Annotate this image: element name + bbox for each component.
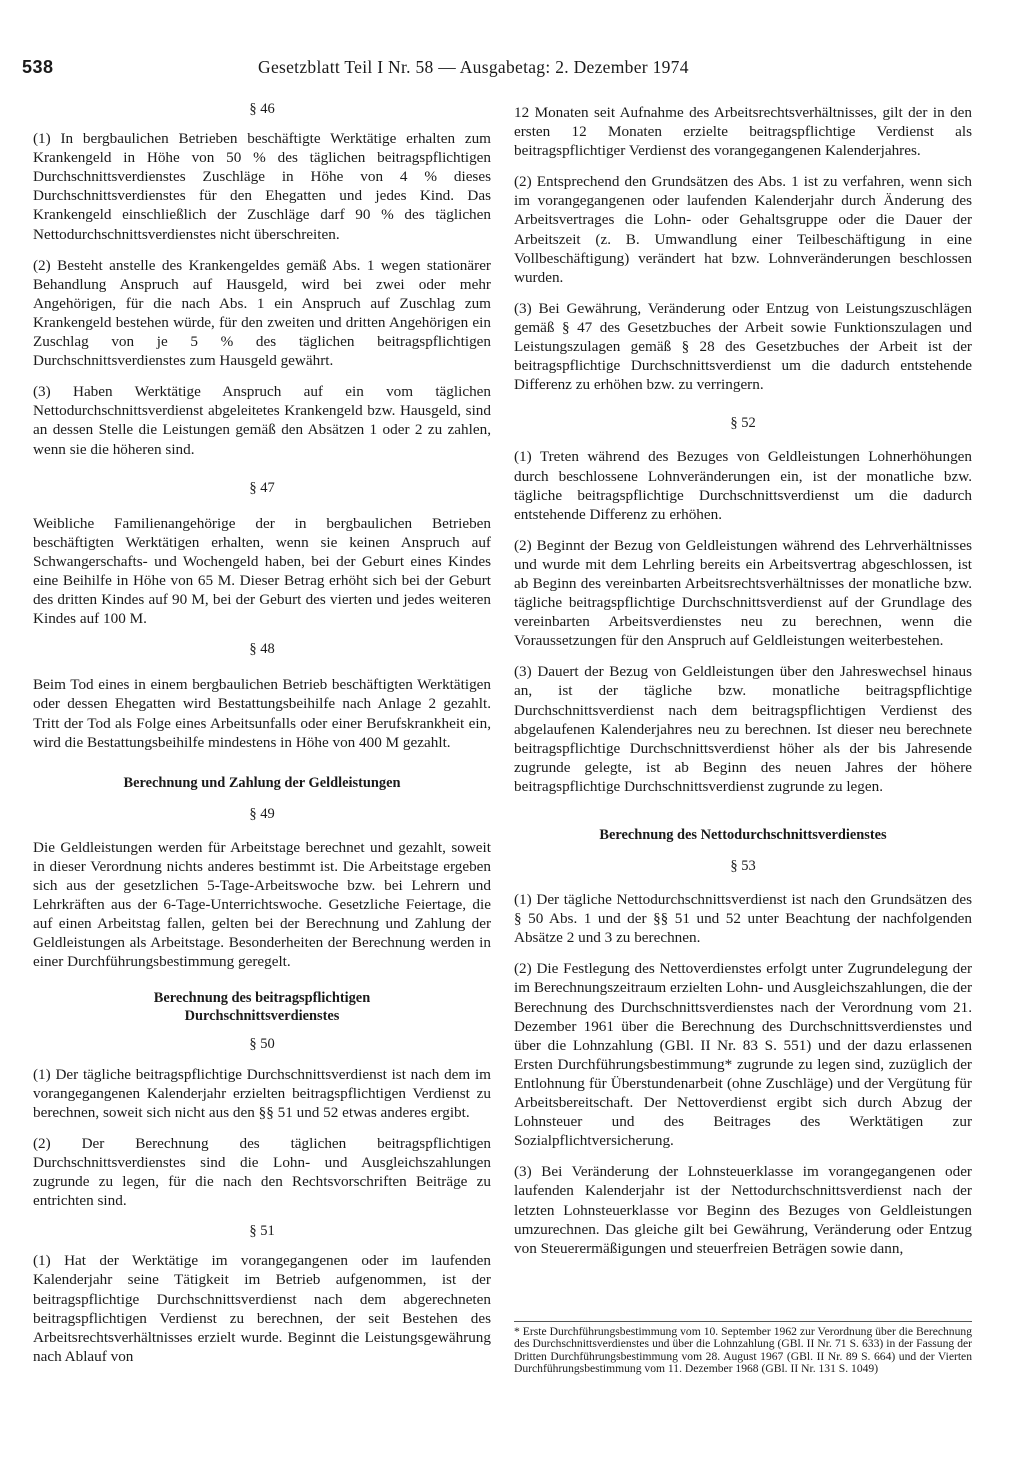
section-51-paragraph-3: (3) Bei Gewährung, Veränderung oder Entzug von Leistungszuschlägen gemäß § 47 des Gesetzbuches der Arbeit sowie Funktionszulagen und Leistungszulagen gemäß § 28 des Gesetzbuches der Arbeit ist der beitragspflichtige Durchschnittsverdienst um die dadurch entstehende Differenz zu erhöhen bzw. zu verringern. xyxy=(514,299,972,394)
left-column xyxy=(33,100,491,1378)
section-49-title: § 49 xyxy=(249,805,275,822)
heading-berechnung-zahlung: Berechnung und Zahlung der Geldleistungen xyxy=(123,774,401,791)
section-53-title: § 53 xyxy=(730,858,756,874)
section-50-paragraph-1: (1) Der tägliche beitragspflichtige Durchschnittsverdienst ist nach dem im vorangegangenen Kalenderjahr erzielten beitragspflichtigen Verdienst zu berechnen, soweit sich nicht aus den §§ 51 und 52 etwas anderes ergibt. xyxy=(33,1065,491,1121)
heading-beitragspflichtig xyxy=(33,989,491,1025)
section-51-title: § 51 xyxy=(249,1223,275,1240)
section-46-paragraph-2: (2) Besteht anstelle des Krankengeldes gemäß Abs. 1 wegen stationärer Behandlung Anspruch auf Hausgeld, wird bei zwei oder mehr Angehörigen, für die nach Abs. 1 ein Anspruch auf Zuschlag zum Krankengeld bestehen würde, für den zweiten und dritten Angehörigen ein Zuschlag von je 5 % des täglichen beitragspflichtigen Durchschnittsverdienstes zum Hausgeld gewährt. xyxy=(33,256,491,370)
section-52-paragraph-1: (1) Treten während des Bezuges von Geldleistungen Lohnerhöhungen durch beschlossene Lohnveränderungen ein, ist der monatliche bzw. tägliche beitragspflichtige Durchschnittsverdienst um die dadurch entstehende Differenz zu erhöhen. xyxy=(514,448,972,523)
section-47-title: § 47 xyxy=(249,479,275,496)
page-number: 538 xyxy=(22,57,54,77)
right-column xyxy=(514,103,972,1270)
section-47-paragraph-1: Weibliche Familienangehörige der in bergbaulichen Betrieben beschäftigten Werktätigen erhalten, wenn sie keinen Anspruch auf Schwangerschafts- und Wochengeld haben, bei der Geburt eines Kindes eine Beihilfe in Höhe von 65 M. Dieser Betrag erhöht sich bei der Geburt des dritten Kindes auf 90 M, bei der Geburt des vierten und jedes weiteren Kindes auf 100 M. xyxy=(33,514,491,628)
section-46-paragraph-1: (1) In bergbaulichen Betrieben beschäftigte Werktätige erhalten zum Krankengeld in Höhe von 50 % des täglichen beitragspflichtigen Durchschnittsverdienstes Zuschläge in Höhe von 4 % dieses Durchschnittsverdienstes für den Ehegatten und jedes Kind. Das Krankengeld einschließlich der Zuschläge darf 90 % des täglichen Nettodurchschnittsverdienstes nicht überschreiten. xyxy=(33,130,491,243)
heading-nettodurchschnitt: Berechnung des Nettodurchschnittsverdienstes xyxy=(599,827,887,843)
section-52-paragraph-2: (2) Beginnt der Bezug von Geldleistungen während des Lehrverhältnisses und wurde mit dem Lehrling bereits ein Arbeitsvertrag abgeschlossen, ist ab Beginn des vereinbarten Arbeitsrechtsverhältnisses der monatliche bzw. tägliche beitragspflichtige Durchschnittsverdienst auf der Grundlage des vereinbarten Arbeitsverdienstes neu zu berechnen, wenn die Voraussetzungen für den Anspruch auf Geldleistungen weiterbestehen. xyxy=(514,536,972,650)
page-header: Gesetzblatt Teil I Nr. 58 — Ausgabetag: 2. Dezember 1974 xyxy=(258,57,689,77)
footnote-text: * Erste Durchführungsbestimmung vom 10. September 1962 zur Verordnung über die Berechnung des Durchschnittsverdienstes und über die Lohnzahlung (GBl. II Nr. 71 S. 633) in der Fassung der Dritten Durchführungsbestimmung vom 28. August 1967 (GBl. II Nr. 89 S. 664) und der Vierten Durchführungsbestimmung vom 11. Dezember 1968 (GBl. II Nr. 131 S. 1049) xyxy=(514,1325,972,1376)
section-53-paragraph-2: (2) Die Festlegung des Nettoverdienstes erfolgt unter Zugrundelegung der im Berechnungszeitraum erzielten Lohn- und Ausgleichszahlungen, die der Berechnung des Durchschnittsverdienstes nach der Verordnung vom 21. Dezember 1961 über die Berechnung des Durchschnittsverdienstes und über die Lohnzahlung (GBl. II Nr. 83 S. 551) und der dazu erlassenen Ersten Durchführungsbestimmung* zugrunde zu legen sind, zuzüglich der Entlohnung für Überstundenarbeit (ohne Zuschläge) und der Vergütung für Arbeitsbereitschaft. Der Nettoverdienst ergibt sich durch Abzug der Lohnsteuer und des Beitrages des Werktätigen zur Sozialpflichtversicherung. xyxy=(514,960,973,1150)
section-50-title: § 50 xyxy=(249,1036,275,1053)
footnote xyxy=(514,1321,972,1376)
section-48-paragraph-1: Beim Tod eines in einem bergbaulichen Betrieb beschäftigten Werktätigen oder dessen Ehegatten wird Bestattungsbeihilfe nach Anlage 2 gezahlt. Tritt der Tod als Folge eines Arbeitsunfalls oder einer Berufskrankheit ein, wird die Bestattungsbeihilfe mindestens in Höhe von 400 M gezahlt. xyxy=(33,676,491,751)
section-51-paragraph-1: (1) Hat der Werktätige im vorangegangenen oder im laufenden Kalenderjahr seine Tätigkeit im Betrieb aufgenommen, ist der beitragspflichtige Durchschnittsverdienst nach dem abgerechneten beitragspflichtigen Verdienst zu berechnen, der seit Bestehen des Arbeitsrechtsverhältnisses erzielt wurde. Beginnt die Leistungsgewährung nach Ablauf von xyxy=(33,1252,491,1365)
section-53-paragraph-1: (1) Der tägliche Nettodurchschnittsverdienst ist nach den Grundsätzen des § 50 Abs. 1 und der §§ 51 und 52 unter Beachtung der nachfolgenden Absätze 2 und 3 zu berechnen. xyxy=(514,891,972,947)
section-51-paragraph-2: (2) Entsprechend den Grundsätzen des Abs. 1 ist zu verfahren, wenn sich im vorangegangenen oder laufenden Kalenderjahr durch Änderung des Arbeitsvertrages die Lohn- oder Gehaltsgruppe oder die Dauer der Arbeitszeit (z. B. Umwandlung einer Teilbeschäftigung in eine Vollbeschäftigung) verändert hat bzw. Lohnveränderungen beschlossen wurden. xyxy=(514,173,972,286)
heading-beitragspflichtig-line-2: Durchschnittsverdienstes xyxy=(184,1008,340,1025)
section-51-paragraph-1-continued: 12 Monaten seit Aufnahme des Arbeitsrechtsverhältnisses, gilt der in den ersten 12 Monaten erzielte beitragspflichtige Verdienst als beitragspflichtiger Verdienst des vorangegangenen Kalenderjahres. xyxy=(514,104,972,160)
section-52-paragraph-3: (3) Dauert der Bezug von Geldleistungen über den Jahreswechsel hinaus an, ist der tägliche bzw. monatliche beitragspflichtige Durchschnittsverdienst nach dem beitragspflichtigen Verdienst des abgelaufenen Kalenderjahres neu zu berechnen. Ist dieser neu berechnete beitragspflichtige Durchschnittsverdienst höher als der bis Jahresende zugrunde gelegte, ist ab Beginn des neuen Jahres der höhere beitragspflichtige Durchschnittsverdienst zugrunde zu legen. xyxy=(514,663,972,795)
section-49-paragraph-1: Die Geldleistungen werden für Arbeitstage berechnet und gezahlt, soweit in dieser Verordnung nichts anderes bestimmt ist. Die Arbeitstage ergeben sich aus der gesetzlichen 5-Tage-Arbeitswoche bzw. bei Lehrern und Lehrkräften aus der 6-Tage-Unterrichtswoche. Gesetzliche Feiertage, die auf einen Arbeitstag fallen, gelten bei der Berechnung und Zahlung der Geldleistungen als Arbeitstage. Besonderheiten der Berechnung werden in einer Durchführungsbestimmung geregelt. xyxy=(33,838,491,971)
heading-beitragspflichtig-line-1: Berechnung des beitragspflichtigen xyxy=(153,990,371,1007)
section-52-title: § 52 xyxy=(730,415,756,432)
section-53-paragraph-3: (3) Bei Veränderung der Lohnsteuerklasse im vorangegangenen oder laufenden Kalenderjahr ist der Nettodurchschnittsverdienst nach der letzten Lohnsteuerklasse vor Beginn des Bezuges von Geldleistungen umzurechnen. Das gleiche gilt bei Gewährung, Veränderung oder Entzug von Steuerermäßigungen und steuerfreien Beträgen sowie dann, xyxy=(514,1163,972,1257)
section-50-paragraph-2: (2) Der Berechnung des täglichen beitragspflichtigen Durchschnittsverdienstes sind die Lohn- und Ausgleichszahlungen zugrunde zu legen, für die nach den Rechtsvorschriften Beiträge zu entrichten sind. xyxy=(33,1134,491,1210)
section-46-paragraph-3: (3) Haben Werktätige Anspruch auf ein vom täglichen Nettodurchschnittsverdienst abgeleitetes Krankengeld bzw. Hausgeld, sind an dessen Stelle die Leistungen gemäß den Absätzen 1 oder 2 zu zahlen, wenn sie die höheren sind. xyxy=(33,383,491,458)
section-46-title: § 46 xyxy=(249,101,275,117)
section-48-title: § 48 xyxy=(249,641,275,658)
